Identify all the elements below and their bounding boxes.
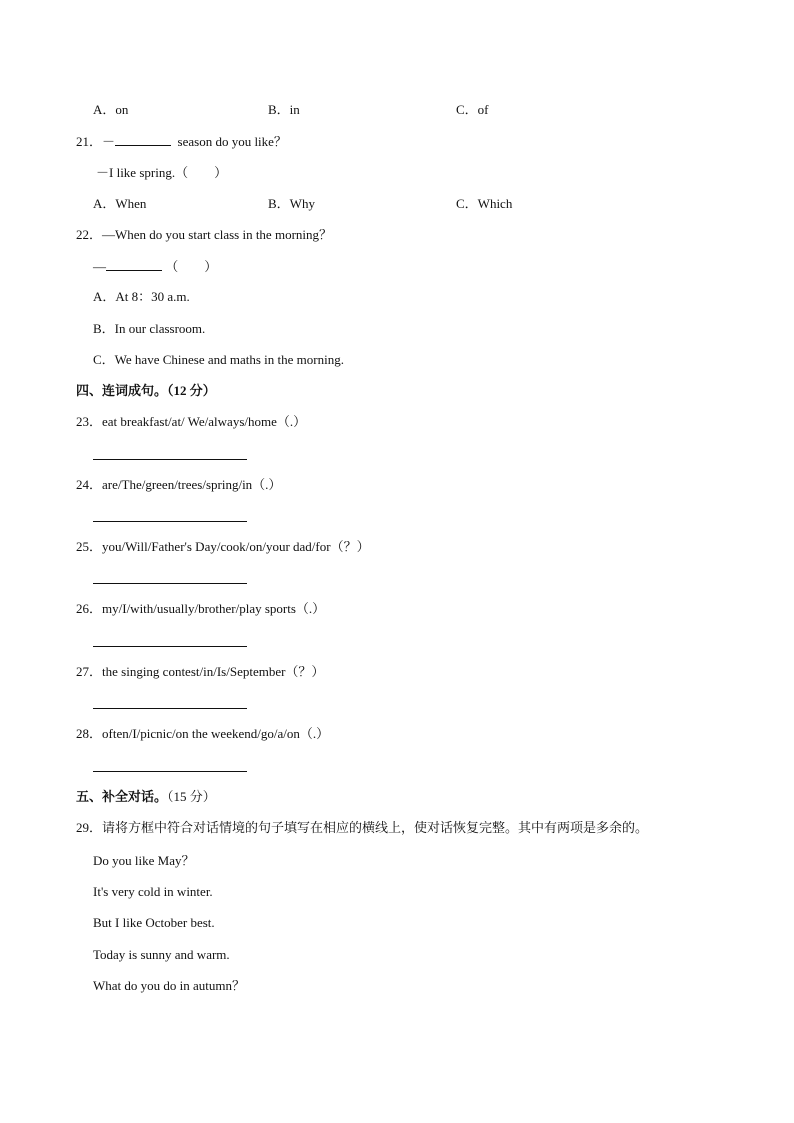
q21-option-a: A．When [93,196,147,211]
q21-number: 21． [76,134,103,149]
q22-stem-line [76,227,332,243]
q21-option-c: C．Which [456,196,513,211]
q21-stem-line [76,133,287,150]
q27-line [76,664,324,680]
section4-score: （12 分） [167,383,216,398]
q21-prefix: － [102,134,116,149]
q29-choice: Today is sunny and warm. [93,947,230,962]
q26-answer-line[interactable] [93,646,247,647]
q29-choice: Do you like May？ [93,853,195,868]
q20-option-c: C．of [456,102,489,117]
q23-answer-line[interactable] [93,459,247,460]
q25-number: 25． [76,539,103,554]
q25-answer-line[interactable] [93,583,247,584]
q21-stem: season do you like？ [177,134,287,149]
q22-blank [106,258,162,271]
q26-text: my/I/with/usually/brother/play sports（.） [102,601,326,616]
q28-number: 28． [76,726,103,741]
q22-option-a: A．At 8：30 a.m. [93,289,190,304]
q27-text: the singing contest/in/Is/September（？） [102,664,325,679]
q24-answer-line[interactable] [93,521,247,522]
q28-answer-line[interactable] [93,771,247,772]
q21-option-b: B．Why [268,196,315,211]
q23-text: eat breakfast/at/ We/always/home（.） [102,414,307,429]
q29-number: 29． [76,820,103,835]
q22-option-c: C．We have Chinese and maths in the morning. [93,352,344,367]
q22-reply-prefix: — [93,259,106,274]
section5-heading-line [76,789,216,805]
q29-choice: It's very cold in winter. [93,884,213,899]
q21-answer: －I like spring.（ ） [96,165,228,180]
q22-reply-suffix: （ ） [165,259,218,274]
q29-choice: What do you do in autumn？ [93,978,246,993]
q27-answer-line[interactable] [93,708,247,709]
q25-text: you/Will/Father's Day/cook/on/your dad/for（？） [102,539,370,554]
q26-line [76,601,325,617]
q24-text: are/The/green/trees/spring/in（.） [102,477,282,492]
q20-option-a: A．on [93,102,129,117]
q29-choice: But I like October best. [93,915,215,930]
q26-number: 26． [76,601,103,616]
q28-line [76,726,329,742]
section5-score: （15 分） [167,789,216,804]
q22-option-b: B．In our classroom. [93,321,206,336]
q21-blank [115,133,171,146]
q28-text: often/I/picnic/on the weekend/go/a/on（.） [102,726,330,741]
section4-heading: 四、连词成句。 [76,383,168,398]
q20-option-b: B．in [268,102,300,117]
q24-number: 24． [76,477,103,492]
q22-number: 22． [76,227,103,242]
section4-heading-line [76,383,216,399]
q23-number: 23． [76,414,103,429]
q23-line [76,414,306,430]
q22-reply-line [93,258,217,275]
q27-number: 27． [76,664,103,679]
q29-instruction-line [76,820,648,836]
q25-line [76,539,370,555]
q29-instruction: 请将方框中符合对话情境的句子填写在相应的横线上，使对话恢复完整。其中有两项是多余的。 [102,820,649,835]
section5-heading: 五、补全对话。 [76,789,168,804]
q22-stem: —When do you start class in the morning？ [102,227,333,242]
q24-line [76,477,281,493]
